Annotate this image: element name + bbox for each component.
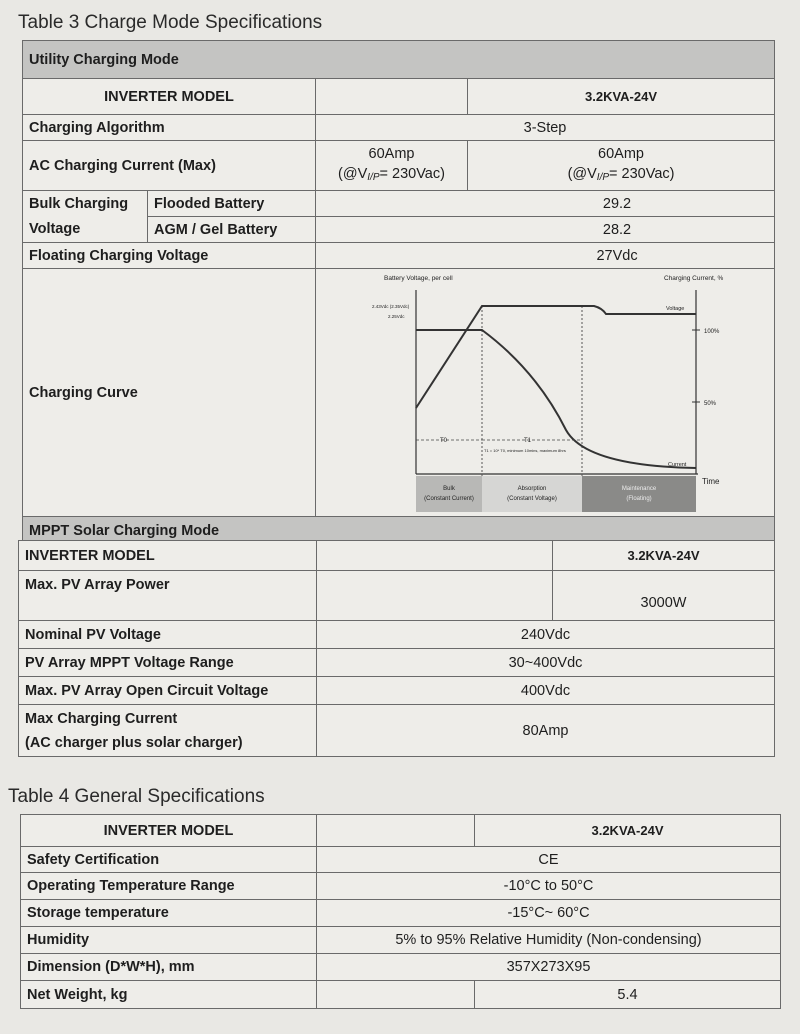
y-left-label: Battery Voltage, per cell [384,274,453,282]
floating-label: Floating Charging Voltage [23,243,316,269]
ac-current-label: AC Charging Current (Max) [23,141,316,191]
ac-current-col2 [468,141,775,191]
max-current-line1: Max Charging Current [25,710,178,727]
flooded-value: 29.2 [316,191,775,217]
ac-current-col2-amp: 60Amp [598,145,644,162]
model-label: INVERTER MODEL [21,815,317,847]
phase-maintenance-band [582,476,696,512]
model-value: 3.2KVA-24V [475,815,781,847]
phase-bulk-band [416,476,482,512]
ac-current-col2-cond: $(@V_{I/P}= 230Vac)$ [567,165,675,183]
pct-50-label: 50% [704,400,717,407]
ac-current-col1-amp: 60Amp [368,145,415,162]
empty-cell [317,571,553,621]
empty-cell [316,79,468,115]
storage-temp-label: Storage temperature [21,900,317,927]
t1-label: T1 [524,437,532,444]
ac-current-col1-cond: $(@V_{I/P}= 230Vac)$ [338,165,445,183]
table4-caption: Table 4 General Specifications [8,786,265,807]
open-circuit-value: 400Vdc [317,677,775,705]
inverter-model-value: 3.2KVA-24V [468,79,775,115]
agm-value: 28.2 [316,217,775,243]
general-spec-table [20,814,781,1009]
mppt-model-value: 3.2KVA-24V [553,541,775,571]
nominal-pv-value: 240Vdc [317,621,775,649]
mppt-range-label: PV Array MPPT Voltage Range [19,649,317,677]
pct-100-label: 100% [704,328,720,335]
bulk-label-line1: Bulk Charging [29,195,129,212]
inverter-model-label: INVERTER MODEL [23,79,316,115]
safety-value: CE [317,847,781,873]
phase-maint-1: Maintenance [621,485,657,492]
op-temp-label: Operating Temperature Range [21,873,317,900]
ac-current-col1 [316,141,468,191]
current-label: Current [668,461,687,468]
max-current-label [19,705,317,757]
empty-cell [317,981,475,1009]
phase-bulk-2: (Constant Current) [424,495,474,502]
y-right-label: Charging Current, % [664,274,724,282]
mppt-header: MPPT Solar Charging Mode [23,517,775,545]
pv-power-value: 3000W [553,571,775,621]
agm-label: AGM / Gel Battery [148,217,316,243]
phase-maint-2: (Floating) [626,495,652,502]
time-label: Time [702,476,720,486]
mppt-range-value: 30~400Vdc [317,649,775,677]
op-temp-value: -10°C to 50°C [317,873,781,900]
safety-label: Safety Certification [21,847,317,873]
charging-curve-chart [316,270,774,516]
charging-curve-label: Charging Curve [23,269,316,517]
v-high-label: 2.43Vdc (2.35Vdc) [372,303,410,309]
phase-bulk-1: Bulk [443,485,455,492]
voltage-label: Voltage [666,305,685,312]
open-circuit-label: Max. PV Array Open Circuit Voltage [19,677,317,705]
pv-power-label: Max. PV Array Power [19,571,317,621]
phase-abs-2: (Constant Voltage) [507,495,557,502]
charging-algorithm-label: Charging Algorithm [23,115,316,141]
mppt-table [18,540,775,757]
phase-abs-1: Absorption [517,485,547,492]
empty-cell [317,815,475,847]
t0-label: T0 [440,437,448,444]
storage-temp-value: -15°C~ 60°C [317,900,781,927]
weight-label: Net Weight, kg [21,981,317,1009]
phase-absorption-band [482,476,582,512]
bulk-label-line2: Voltage [29,220,81,237]
v-low-label: 2.25Vdc [388,313,405,319]
bulk-voltage-label [23,191,148,243]
t1-note: T1 = 10* T0, minimum 10mins, maximum 8hrs [484,447,566,453]
floating-value: 27Vdc [316,243,775,269]
nominal-pv-label: Nominal PV Voltage [19,621,317,649]
flooded-label: Flooded Battery [148,191,316,217]
weight-value: 5.4 [475,981,781,1009]
dimension-label: Dimension (D*W*H), mm [21,954,317,981]
charging-curve-cell [316,269,775,517]
charge-mode-table [22,40,775,545]
dimension-value: 357X273X95 [317,954,781,981]
voltage-curve [416,306,696,408]
max-current-line2: (AC charger plus solar charger) [25,734,243,751]
utility-header: Utility Charging Mode [23,41,775,79]
empty-cell [317,541,553,571]
mppt-model-label: INVERTER MODEL [19,541,317,571]
charging-algorithm-value: 3-Step [316,115,775,141]
humidity-value: 5% to 95% Relative Humidity (Non-condensing) [317,927,781,954]
table3-caption: Table 3 Charge Mode Specifications [18,12,323,33]
humidity-label: Humidity [21,927,317,954]
max-current-value: 80Amp [317,705,775,757]
